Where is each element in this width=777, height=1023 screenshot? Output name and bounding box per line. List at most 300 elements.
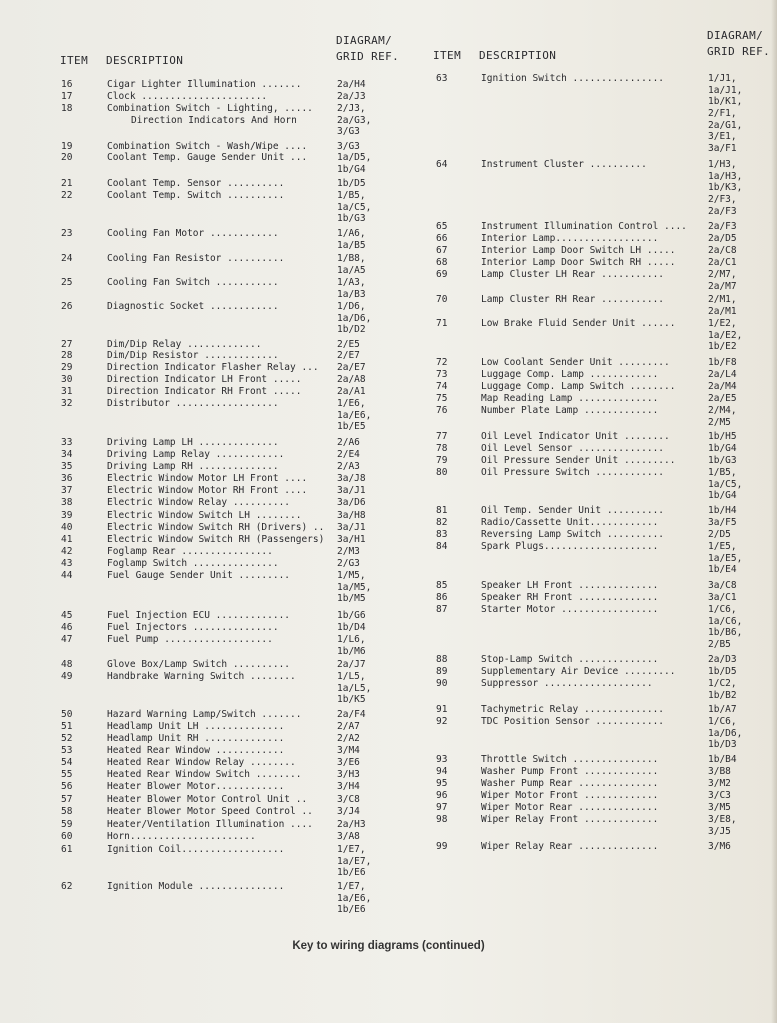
item-description: Heater Blower Motor............ bbox=[107, 781, 285, 792]
item-description: Clock ...................... bbox=[107, 91, 268, 102]
item-number: 19 bbox=[61, 141, 73, 152]
grid-ref: 1/B5, bbox=[708, 467, 737, 478]
grid-ref: 2/E7 bbox=[337, 350, 360, 361]
grid-ref: 2a/E7 bbox=[337, 362, 366, 373]
item-description: Washer Pump Front ............. bbox=[481, 766, 659, 777]
grid-ref: 3a/C1 bbox=[708, 592, 737, 603]
item-number: 78 bbox=[436, 443, 448, 454]
grid-ref: 1b/B6, bbox=[708, 627, 743, 639]
item-number: 88 bbox=[436, 654, 448, 665]
item-description: Cooling Fan Switch ........... bbox=[107, 277, 279, 288]
grid-ref-list bbox=[708, 678, 737, 701]
item-number: 51 bbox=[61, 721, 73, 732]
grid-ref-list bbox=[708, 541, 742, 576]
grid-ref: 3/E6 bbox=[337, 757, 360, 768]
item-description: Wiper Motor Front ............. bbox=[481, 790, 659, 801]
grid-ref: 1a/D6, bbox=[337, 312, 372, 324]
grid-ref: 1b/K5 bbox=[337, 694, 366, 706]
item-number: 91 bbox=[436, 704, 448, 715]
grid-ref: 3a/F1 bbox=[708, 143, 737, 155]
item-number: 36 bbox=[61, 473, 73, 484]
grid-ref: 1a/C5, bbox=[708, 478, 743, 490]
item-description: Combination Switch - Wash/Wipe .... bbox=[107, 141, 308, 152]
grid-ref-list bbox=[337, 794, 360, 806]
item-description: Dim/Dip Relay ............. bbox=[107, 339, 262, 350]
item-number: 46 bbox=[61, 622, 73, 633]
grid-ref: 2a/E5 bbox=[708, 393, 737, 404]
item-number: 42 bbox=[61, 546, 73, 557]
item-number: 45 bbox=[61, 610, 73, 621]
item-number: 26 bbox=[61, 301, 73, 312]
grid-ref-list bbox=[337, 91, 366, 103]
grid-ref-list bbox=[337, 659, 366, 671]
grid-ref: 2a/J7 bbox=[337, 659, 366, 670]
item-description: Reversing Lamp Switch .......... bbox=[481, 529, 665, 540]
header-gridref-left: GRID REF. bbox=[336, 50, 400, 63]
grid-ref: 1b/M5 bbox=[337, 593, 366, 605]
item-description: Heated Rear Window Switch ........ bbox=[107, 769, 302, 780]
grid-ref-list bbox=[337, 362, 366, 374]
item-description: Number Plate Lamp ............. bbox=[481, 405, 659, 416]
item-number: 89 bbox=[436, 666, 448, 677]
grid-ref-list bbox=[337, 253, 366, 276]
item-description: Horn...................... bbox=[107, 831, 256, 842]
grid-ref-list bbox=[337, 634, 366, 657]
grid-ref: 1a/B3 bbox=[337, 288, 366, 300]
item-number: 39 bbox=[61, 510, 73, 521]
grid-ref-list bbox=[708, 443, 737, 455]
item-description: Electric Window Switch RH (Passengers) bbox=[107, 534, 325, 545]
grid-ref: 1a/D5, bbox=[337, 152, 372, 163]
grid-ref: 1b/D5 bbox=[708, 666, 737, 677]
header-description-right: DESCRIPTION bbox=[479, 49, 557, 62]
item-number: 83 bbox=[436, 529, 448, 540]
grid-ref-list bbox=[708, 604, 742, 651]
grid-ref: 2/B5 bbox=[708, 639, 731, 651]
grid-ref-list bbox=[337, 473, 366, 485]
item-description: Wiper Relay Rear .............. bbox=[481, 841, 659, 852]
grid-ref: 3/A8 bbox=[337, 831, 360, 842]
grid-ref: 1/B8, bbox=[337, 253, 366, 264]
grid-ref: 1/E2, bbox=[708, 318, 737, 329]
item-number: 24 bbox=[61, 253, 73, 264]
grid-ref-list bbox=[708, 754, 737, 766]
grid-ref: 3/H4 bbox=[337, 781, 360, 792]
grid-ref-list bbox=[708, 716, 742, 751]
grid-ref-list bbox=[337, 819, 366, 831]
item-description: Ignition Module ............... bbox=[107, 881, 285, 892]
grid-ref: 1/E7, bbox=[337, 844, 366, 855]
item-number: 56 bbox=[61, 781, 73, 792]
grid-ref: 1a/A5 bbox=[337, 264, 366, 276]
grid-ref-list bbox=[708, 294, 737, 317]
header-diagram-left: DIAGRAM/ bbox=[336, 34, 393, 47]
grid-ref-list bbox=[708, 666, 737, 678]
item-number: 25 bbox=[61, 277, 73, 288]
grid-ref: 2a/F4 bbox=[337, 709, 366, 720]
item-number: 48 bbox=[61, 659, 73, 670]
grid-ref: 1b/B4 bbox=[708, 754, 737, 765]
item-number: 69 bbox=[436, 269, 448, 280]
grid-ref-list bbox=[337, 374, 366, 386]
item-description: Coolant Temp. Gauge Sender Unit ... bbox=[107, 152, 308, 163]
grid-ref-list bbox=[337, 152, 371, 175]
grid-ref-list bbox=[708, 517, 737, 529]
grid-ref: 3a/F5 bbox=[708, 517, 737, 528]
grid-ref: 1a/C6, bbox=[708, 615, 743, 627]
item-number: 93 bbox=[436, 754, 448, 765]
item-description: Electric Window Switch RH (Drivers) .. bbox=[107, 522, 325, 533]
grid-ref: 3/C8 bbox=[337, 794, 360, 805]
item-number: 61 bbox=[61, 844, 73, 855]
grid-ref: 1/C6, bbox=[708, 604, 737, 615]
grid-ref-list bbox=[708, 778, 731, 790]
item-number: 40 bbox=[61, 522, 73, 533]
item-number: 84 bbox=[436, 541, 448, 552]
item-description: Oil Temp. Sender Unit .......... bbox=[481, 505, 665, 516]
item-number: 99 bbox=[436, 841, 448, 852]
grid-ref-list bbox=[337, 103, 371, 138]
grid-ref-list bbox=[337, 769, 360, 781]
grid-ref-list bbox=[708, 233, 737, 245]
grid-ref: 3a/J8 bbox=[337, 473, 366, 484]
grid-ref-list bbox=[337, 671, 371, 706]
item-number: 90 bbox=[436, 678, 448, 689]
item-number: 37 bbox=[61, 485, 73, 496]
grid-ref-list bbox=[708, 790, 731, 802]
item-number: 86 bbox=[436, 592, 448, 603]
item-description: Lamp Cluster RH Rear ........... bbox=[481, 294, 665, 305]
grid-ref: 1/A3, bbox=[337, 277, 366, 288]
grid-ref-list bbox=[708, 455, 737, 467]
item-description: Heater/Ventilation Illumination .... bbox=[107, 819, 313, 830]
item-description: Wiper Motor Rear .............. bbox=[481, 802, 659, 813]
item-number: 33 bbox=[61, 437, 73, 448]
item-description: Electric Window Switch LH ........ bbox=[107, 510, 302, 521]
grid-ref: 3/H3 bbox=[337, 769, 360, 780]
grid-ref: 3/J5 bbox=[708, 825, 731, 837]
item-number: 60 bbox=[61, 831, 73, 842]
item-description: Oil Pressure Switch ............ bbox=[481, 467, 665, 478]
grid-ref-list bbox=[708, 802, 731, 814]
item-description: Fuel Injection ECU ............. bbox=[107, 610, 291, 621]
item-description: Electric Window Motor LH Front .... bbox=[107, 473, 308, 484]
grid-ref: 1a/L5, bbox=[337, 682, 372, 694]
grid-ref: 2a/C1 bbox=[708, 257, 737, 268]
item-description: Heated Rear Window ............ bbox=[107, 745, 285, 756]
grid-ref-list bbox=[337, 733, 360, 745]
item-number: 17 bbox=[61, 91, 73, 102]
grid-ref-list bbox=[708, 654, 737, 666]
item-number: 76 bbox=[436, 405, 448, 416]
item-number: 80 bbox=[436, 467, 448, 478]
grid-ref: 3a/J1 bbox=[337, 522, 366, 533]
item-number: 35 bbox=[61, 461, 73, 472]
grid-ref: 2a/M4 bbox=[708, 381, 737, 392]
item-description: Oil Level Indicator Unit ........ bbox=[481, 431, 670, 442]
grid-ref-list bbox=[708, 814, 737, 837]
item-number: 23 bbox=[61, 228, 73, 239]
item-description: Driving Lamp RH .............. bbox=[107, 461, 279, 472]
grid-ref: 2a/G1, bbox=[708, 119, 743, 131]
item-description: Hazard Warning Lamp/Switch ....... bbox=[107, 709, 302, 720]
grid-ref: 3/C3 bbox=[708, 790, 731, 801]
grid-ref-list bbox=[337, 546, 360, 558]
grid-ref: 3/B8 bbox=[708, 766, 731, 777]
grid-ref-list bbox=[337, 844, 371, 879]
item-description: Heater Blower Motor Speed Control .. bbox=[107, 806, 313, 817]
item-description: Cooling Fan Motor ............ bbox=[107, 228, 279, 239]
grid-ref: 1b/G3 bbox=[337, 213, 366, 225]
item-number: 94 bbox=[436, 766, 448, 777]
item-number: 58 bbox=[61, 806, 73, 817]
grid-ref: 2a/D3 bbox=[708, 654, 737, 665]
item-description: Instrument Illumination Control .... bbox=[481, 221, 687, 232]
grid-ref-list bbox=[337, 622, 366, 634]
item-description: Coolant Temp. Switch .......... bbox=[107, 190, 285, 201]
item-number: 52 bbox=[61, 733, 73, 744]
item-description: Electric Window Relay .......... bbox=[107, 497, 291, 508]
item-description: Starter Motor ................. bbox=[481, 604, 659, 615]
item-number: 75 bbox=[436, 393, 448, 404]
grid-ref: 3a/C8 bbox=[708, 580, 737, 591]
grid-ref: 2a/J3 bbox=[337, 91, 366, 102]
grid-ref: 1a/C5, bbox=[337, 201, 372, 213]
grid-ref-list bbox=[708, 841, 731, 853]
item-number: 27 bbox=[61, 339, 73, 350]
grid-ref-list bbox=[708, 369, 737, 381]
item-number: 44 bbox=[61, 570, 73, 581]
grid-ref: 1b/G4 bbox=[708, 490, 737, 502]
item-number: 21 bbox=[61, 178, 73, 189]
grid-ref-list bbox=[708, 467, 742, 502]
grid-ref-list bbox=[708, 221, 737, 233]
item-number: 63 bbox=[436, 73, 448, 84]
item-number: 96 bbox=[436, 790, 448, 801]
item-description: Interior Lamp.................. bbox=[481, 233, 659, 244]
header-diagram-right: DIAGRAM/ bbox=[707, 29, 764, 42]
item-number: 67 bbox=[436, 245, 448, 256]
item-description: Low Brake Fluid Sender Unit ...... bbox=[481, 318, 676, 329]
grid-ref-list bbox=[337, 558, 360, 570]
grid-ref: 2a/F3 bbox=[708, 205, 737, 217]
grid-ref: 2/J3, bbox=[337, 103, 366, 114]
grid-ref: 2/D5 bbox=[708, 529, 731, 540]
item-number: 85 bbox=[436, 580, 448, 591]
item-number: 95 bbox=[436, 778, 448, 789]
item-description: Washer Pump Rear .............. bbox=[481, 778, 659, 789]
grid-ref-list bbox=[337, 757, 360, 769]
item-number: 66 bbox=[436, 233, 448, 244]
item-description: Ignition Coil.................. bbox=[107, 844, 285, 855]
grid-ref: 2/M5 bbox=[708, 416, 731, 428]
item-description: Speaker LH Front .............. bbox=[481, 580, 659, 591]
item-description: Headlamp Unit RH .............. bbox=[107, 733, 285, 744]
grid-ref: 1/E6, bbox=[337, 398, 366, 409]
item-number: 28 bbox=[61, 350, 73, 361]
item-description: Foglamp Switch ............... bbox=[107, 558, 279, 569]
grid-ref-list bbox=[708, 580, 737, 592]
item-description: Fuel Pump ................... bbox=[107, 634, 273, 645]
grid-ref: 2a/A8 bbox=[337, 374, 366, 385]
grid-ref: 2a/M1 bbox=[708, 305, 737, 317]
grid-ref: 1b/F8 bbox=[708, 357, 737, 368]
item-number: 74 bbox=[436, 381, 448, 392]
grid-ref-list bbox=[708, 405, 737, 428]
grid-ref: 1/L6, bbox=[337, 634, 366, 645]
grid-ref: 1b/M6 bbox=[337, 645, 366, 657]
grid-ref-list bbox=[337, 522, 366, 534]
item-description: Heated Rear Window Relay ........ bbox=[107, 757, 296, 768]
item-description: Interior Lamp Door Switch RH ..... bbox=[481, 257, 676, 268]
grid-ref: 1/L5, bbox=[337, 671, 366, 682]
grid-ref: 1/A6, bbox=[337, 228, 366, 239]
grid-ref-list bbox=[337, 449, 360, 461]
grid-ref: 3a/D6 bbox=[337, 497, 366, 508]
grid-ref: 1b/G6 bbox=[337, 610, 366, 621]
grid-ref-list bbox=[337, 228, 366, 251]
grid-ref-list bbox=[708, 245, 737, 257]
item-description: Oil Level Sensor ............... bbox=[481, 443, 665, 454]
item-number: 59 bbox=[61, 819, 73, 830]
grid-ref-list bbox=[708, 766, 731, 778]
grid-ref: 2/A6 bbox=[337, 437, 360, 448]
item-description: Low Coolant Sender Unit ......... bbox=[481, 357, 670, 368]
item-description: Direction Indicator Flasher Relay ... bbox=[107, 362, 319, 373]
grid-ref: 3/G3 bbox=[337, 126, 360, 138]
grid-ref: 1a/E7, bbox=[337, 855, 372, 867]
grid-ref: 3/M2 bbox=[708, 778, 731, 789]
item-description: Direction Indicator RH Front ..... bbox=[107, 386, 302, 397]
item-number: 43 bbox=[61, 558, 73, 569]
item-description: Driving Lamp LH .............. bbox=[107, 437, 279, 448]
grid-ref: 2a/C8 bbox=[708, 245, 737, 256]
item-number: 50 bbox=[61, 709, 73, 720]
grid-ref: 1a/H3, bbox=[708, 170, 743, 182]
grid-ref-list bbox=[337, 497, 366, 509]
grid-ref: 1b/B2 bbox=[708, 689, 737, 701]
grid-ref-list bbox=[337, 781, 360, 793]
item-number: 79 bbox=[436, 455, 448, 466]
grid-ref: 3/G3 bbox=[337, 141, 360, 152]
grid-ref: 2a/H3 bbox=[337, 819, 366, 830]
item-number: 16 bbox=[61, 79, 73, 90]
item-description: Lamp Cluster LH Rear ........... bbox=[481, 269, 665, 280]
grid-ref-list bbox=[708, 318, 742, 353]
item-number: 81 bbox=[436, 505, 448, 516]
grid-ref: 2a/M7 bbox=[708, 280, 737, 292]
grid-ref: 1a/J1, bbox=[708, 84, 743, 96]
grid-ref-list bbox=[708, 704, 737, 716]
item-number: 53 bbox=[61, 745, 73, 756]
grid-ref: 3/M5 bbox=[708, 802, 731, 813]
grid-ref-list bbox=[708, 159, 742, 217]
grid-ref-list bbox=[337, 806, 360, 818]
grid-ref-list bbox=[337, 721, 360, 733]
grid-ref: 3/E1, bbox=[708, 131, 737, 143]
item-description: Tachymetric Relay .............. bbox=[481, 704, 665, 715]
item-description: Direction Indicator LH Front ..... bbox=[107, 374, 302, 385]
grid-ref-list bbox=[337, 881, 371, 916]
item-number: 92 bbox=[436, 716, 448, 727]
item-number: 20 bbox=[61, 152, 73, 163]
grid-ref: 1a/E6, bbox=[337, 409, 372, 421]
grid-ref: 1a/E2, bbox=[708, 329, 743, 341]
grid-ref-list bbox=[337, 709, 366, 721]
item-description: Dim/Dip Resistor ............. bbox=[107, 350, 279, 361]
item-description: Spark Plugs.................... bbox=[481, 541, 659, 552]
grid-ref: 1b/E6 bbox=[337, 904, 366, 916]
grid-ref-list bbox=[337, 570, 371, 605]
item-number: 31 bbox=[61, 386, 73, 397]
grid-ref: 1b/D4 bbox=[337, 622, 366, 633]
grid-ref-list bbox=[337, 745, 360, 757]
item-description: Electric Window Motor RH Front .... bbox=[107, 485, 308, 496]
item-number: 70 bbox=[436, 294, 448, 305]
grid-ref: 1b/G4 bbox=[708, 443, 737, 454]
grid-ref: 1/H3, bbox=[708, 159, 737, 170]
grid-ref: 1b/H4 bbox=[708, 505, 737, 516]
item-description: Heater Blower Motor Control Unit .. bbox=[107, 794, 308, 805]
grid-ref-list bbox=[337, 386, 366, 398]
item-number: 71 bbox=[436, 318, 448, 329]
grid-ref: 2/G3 bbox=[337, 558, 360, 569]
grid-ref: 2a/D5 bbox=[708, 233, 737, 244]
grid-ref: 1b/G4 bbox=[337, 163, 366, 175]
grid-ref: 2/M1, bbox=[708, 294, 737, 305]
grid-ref-list bbox=[337, 831, 360, 843]
grid-ref: 1b/K1, bbox=[708, 96, 743, 108]
item-number: 49 bbox=[61, 671, 73, 682]
grid-ref: 1/D6, bbox=[337, 301, 366, 312]
grid-ref: 1b/K3, bbox=[708, 182, 743, 194]
grid-ref: 2/A7 bbox=[337, 721, 360, 732]
item-description: Wiper Relay Front ............. bbox=[481, 814, 659, 825]
grid-ref: 1a/D6, bbox=[708, 727, 743, 739]
grid-ref: 1/C6, bbox=[708, 716, 737, 727]
grid-ref: 1b/E5 bbox=[337, 421, 366, 433]
grid-ref-list bbox=[708, 257, 737, 269]
grid-ref: 2/F3, bbox=[708, 194, 737, 206]
grid-ref-list bbox=[337, 350, 360, 362]
grid-ref-list bbox=[337, 339, 360, 351]
grid-ref-list bbox=[708, 505, 737, 517]
grid-ref-list bbox=[708, 381, 737, 393]
grid-ref: 1/E5, bbox=[708, 541, 737, 552]
item-description: Interior Lamp Door Switch LH ..... bbox=[481, 245, 676, 256]
grid-ref-list bbox=[337, 610, 366, 622]
item-number: 97 bbox=[436, 802, 448, 813]
item-description: Speaker RH Front .............. bbox=[481, 592, 659, 603]
item-number: 18 bbox=[61, 103, 73, 114]
grid-ref-list bbox=[337, 437, 360, 449]
item-description: Fuel Gauge Sender Unit ......... bbox=[107, 570, 291, 581]
grid-ref-list bbox=[337, 178, 366, 190]
item-description: Suppressor ................... bbox=[481, 678, 653, 689]
grid-ref: 1b/H5 bbox=[708, 431, 737, 442]
grid-ref: 1a/M5, bbox=[337, 581, 372, 593]
grid-ref: 2/M7, bbox=[708, 269, 737, 280]
grid-ref: 1a/E5, bbox=[708, 552, 743, 564]
item-description: Fuel Injectors ............... bbox=[107, 622, 279, 633]
item-description: Luggage Comp. Lamp Switch ........ bbox=[481, 381, 676, 392]
grid-ref: 2/E5 bbox=[337, 339, 360, 350]
grid-ref: 2/E4 bbox=[337, 449, 360, 460]
grid-ref: 3a/J1 bbox=[337, 485, 366, 496]
grid-ref-list bbox=[708, 393, 737, 405]
item-number: 41 bbox=[61, 534, 73, 545]
item-description: Driving Lamp Relay ............ bbox=[107, 449, 285, 460]
